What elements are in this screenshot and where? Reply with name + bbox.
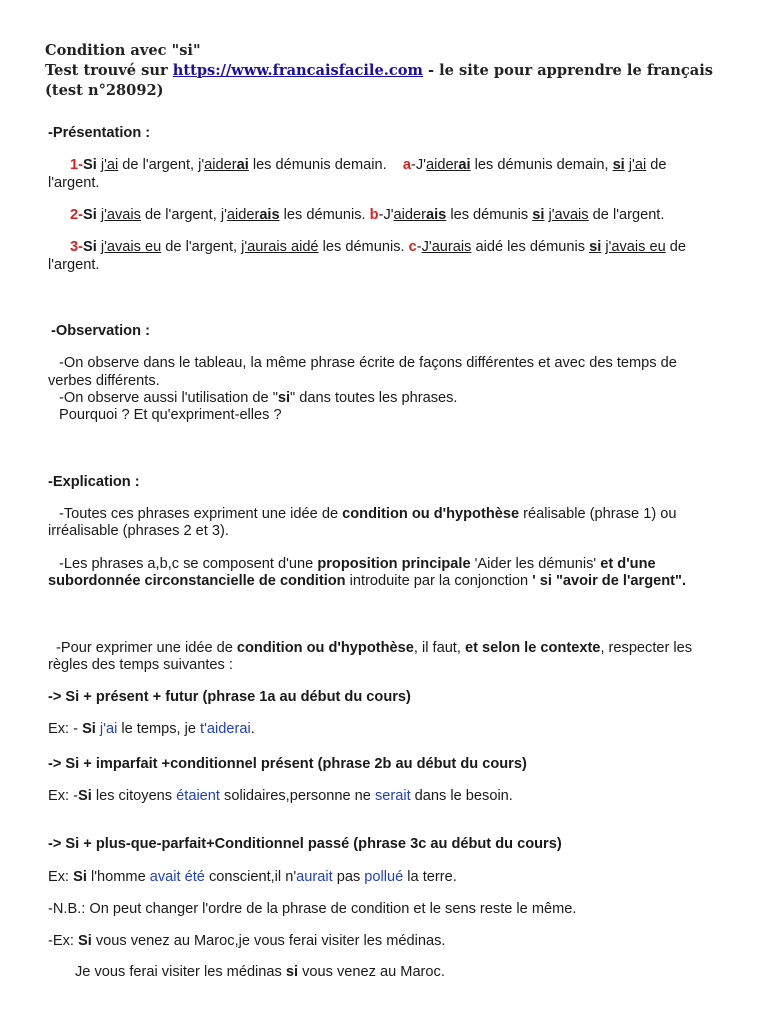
rules-intro-cont: règles des temps suivantes :: [48, 657, 233, 673]
explication-p1: [48, 505, 739, 523]
sentence-number: 1: [70, 157, 79, 173]
si-word: si: [589, 239, 602, 255]
text: -Ex:: [48, 933, 78, 949]
text: l'homme: [86, 869, 150, 885]
source-line: [45, 61, 745, 81]
sentence-3-cont: l'argent.: [48, 257, 100, 273]
sentence-letter: a: [402, 157, 412, 173]
sentence-3: [48, 238, 750, 256]
text: -Les phrases a,b,c se composent d'une: [59, 556, 318, 572]
verb-stem: aider: [204, 157, 237, 173]
example-3: [48, 868, 728, 886]
verb-highlight: avait été: [149, 869, 205, 885]
si-word: si: [532, 207, 545, 223]
text: les démunis.: [279, 207, 370, 223]
verb-highlight: pollué: [364, 869, 404, 885]
emphasis: condition ou d'hypothèse: [236, 640, 414, 656]
text: , il faut,: [413, 640, 465, 656]
explication-p1-cont: irréalisable (phrases 2 et 3).: [48, 523, 229, 539]
text: introduite par la conjonction: [345, 573, 533, 589]
verb-highlight: serait: [374, 788, 411, 804]
observation-p2: [48, 389, 739, 407]
verb-javais: j'avais: [100, 207, 141, 223]
text: réalisable (phrase 1) ou: [519, 506, 677, 522]
text: Ex:: [48, 869, 74, 885]
text: Je vous ferai visiter les médinas: [75, 964, 286, 980]
example-5: [48, 963, 755, 981]
si-word: Si: [83, 157, 97, 173]
test-number: (test n°28092): [45, 82, 164, 99]
text: la terre.: [403, 869, 457, 885]
verb-highlight: étaient: [176, 788, 220, 804]
text: vous venez au Maroc.: [298, 964, 445, 980]
text: les démunis demain.: [248, 157, 387, 173]
sentence-number: 2: [70, 207, 79, 223]
verb-ending: ai: [458, 157, 471, 173]
text: le temps, je: [117, 721, 201, 737]
verb-highlight: t'aiderai: [200, 721, 251, 737]
si-word: Si: [82, 721, 96, 737]
si-word: Si: [83, 207, 97, 223]
verb-stem: aider: [393, 207, 426, 223]
explication-p2: [48, 555, 739, 573]
verb-jai: j'ai: [628, 157, 647, 173]
verb-stem: aider: [425, 157, 459, 173]
emphasis: proposition principale: [317, 556, 471, 572]
text: de l'argent.: [588, 207, 665, 223]
text: de l'argent, j': [118, 157, 205, 173]
text: -On observe aussi l'utilisation de ": [59, 390, 278, 406]
text: conscient,il n': [204, 869, 297, 885]
text: -Pour exprimer une idée de: [56, 640, 237, 656]
text: pas: [332, 869, 365, 885]
section-heading-explication: -Explication :: [48, 474, 140, 490]
text: 'Aider les démunis': [470, 556, 601, 572]
text: de l'argent, j': [140, 207, 227, 223]
si-word: si: [277, 390, 291, 406]
si-word: Si: [73, 869, 87, 885]
text: -J': [378, 207, 394, 223]
text: de: [665, 239, 687, 255]
si-word: si: [285, 964, 299, 980]
section-heading-observation: -Observation :: [51, 323, 150, 339]
si-word: Si: [83, 239, 97, 255]
verb-jaurais-aide: j'aurais aidé: [241, 239, 319, 255]
document-header: [45, 41, 745, 101]
verb-highlight: aurait: [296, 869, 333, 885]
sentence-number: 3: [70, 239, 79, 255]
rules-intro: [48, 639, 736, 657]
verb-javais-eu: j'avais eu: [605, 239, 666, 255]
emphasis: et selon le contexte: [464, 640, 601, 656]
example-2: [48, 787, 728, 805]
emphasis: subordonnée circonstancielle de condition: [48, 573, 346, 589]
example-1: [48, 720, 728, 738]
text: -: [416, 239, 422, 255]
dash: -: [78, 157, 83, 173]
text: vous venez au Maroc,je vous ferai visiter les médinas.: [91, 933, 446, 949]
sentence-1: [48, 156, 750, 174]
source-label: Test trouvé sur: [45, 62, 168, 79]
verb-javais: j'avais: [548, 207, 589, 223]
text: les démunis.: [318, 239, 409, 255]
text: Ex: -: [48, 788, 78, 804]
text: " dans toutes les phrases.: [290, 390, 458, 406]
sentence-1-cont: l'argent.: [48, 175, 100, 191]
observation-p3: Pourquoi ? Et qu'expriment-elles ?: [59, 407, 282, 423]
doc-title: Condition avec "si": [45, 42, 201, 59]
si-word: Si: [78, 788, 92, 804]
verb-jai: j'ai: [100, 157, 119, 173]
emphasis: ' si "avoir de l'argent".: [532, 573, 686, 589]
verb-ending: ai: [236, 157, 249, 173]
verb-jaurais: J'aurais: [421, 239, 472, 255]
example-4: [48, 932, 728, 950]
rule-1: -> Si + présent + futur (phrase 1a au début du cours): [48, 689, 411, 705]
emphasis: condition ou d'hypothèse: [342, 506, 520, 522]
text: .: [250, 721, 255, 737]
text: -Toutes ces phrases expriment une idée de: [59, 506, 343, 522]
text: de l'argent,: [161, 239, 242, 255]
text: aidé les démunis: [471, 239, 590, 255]
dash: -: [78, 239, 83, 255]
emphasis: et d'une: [600, 556, 656, 572]
text: les démunis demain,: [470, 157, 613, 173]
sentence-letter: b: [369, 207, 379, 223]
text: -J': [411, 157, 426, 173]
nb-note: -N.B.: On peut changer l'ordre de la phrase de condition et le sens reste le même.: [48, 901, 577, 917]
text: les citoyens: [91, 788, 177, 804]
sentence-2: [48, 206, 750, 224]
verb-stem: aider: [226, 207, 260, 223]
verb-ending: ais: [259, 207, 280, 223]
rule-3: -> Si + plus-que-parfait+Conditionnel passé (phrase 3c au début du cours): [48, 836, 562, 852]
text: dans le besoin.: [410, 788, 513, 804]
si-word: si: [612, 157, 625, 173]
observation-p1: -On observe dans le tableau, la même phrase écrite de façons différentes et avec des temps de: [59, 355, 677, 371]
text: de: [646, 157, 667, 173]
text: Ex: -: [48, 721, 83, 737]
si-word: Si: [78, 933, 92, 949]
source-link[interactable]: https://www.francaisfacile.com: [172, 62, 423, 79]
text: les démunis: [446, 207, 533, 223]
verb-highlight: j'ai: [99, 721, 118, 737]
observation-p1-cont: verbes différents.: [48, 373, 160, 389]
sentence-letter: c: [408, 239, 417, 255]
text: solidaires,personne ne: [219, 788, 375, 804]
explication-p2-cont: [48, 572, 728, 590]
verb-javais-eu: j'avais eu: [100, 239, 162, 255]
tagline: - le site pour apprendre le français: [427, 62, 713, 79]
dash: -: [78, 207, 83, 223]
verb-ending: ais: [425, 207, 447, 223]
rule-2: -> Si + imparfait +conditionnel présent (phrase 2b au début du cours): [48, 756, 527, 772]
text: , respecter les: [600, 640, 693, 656]
section-heading-presentation: -Présentation :: [48, 125, 151, 141]
